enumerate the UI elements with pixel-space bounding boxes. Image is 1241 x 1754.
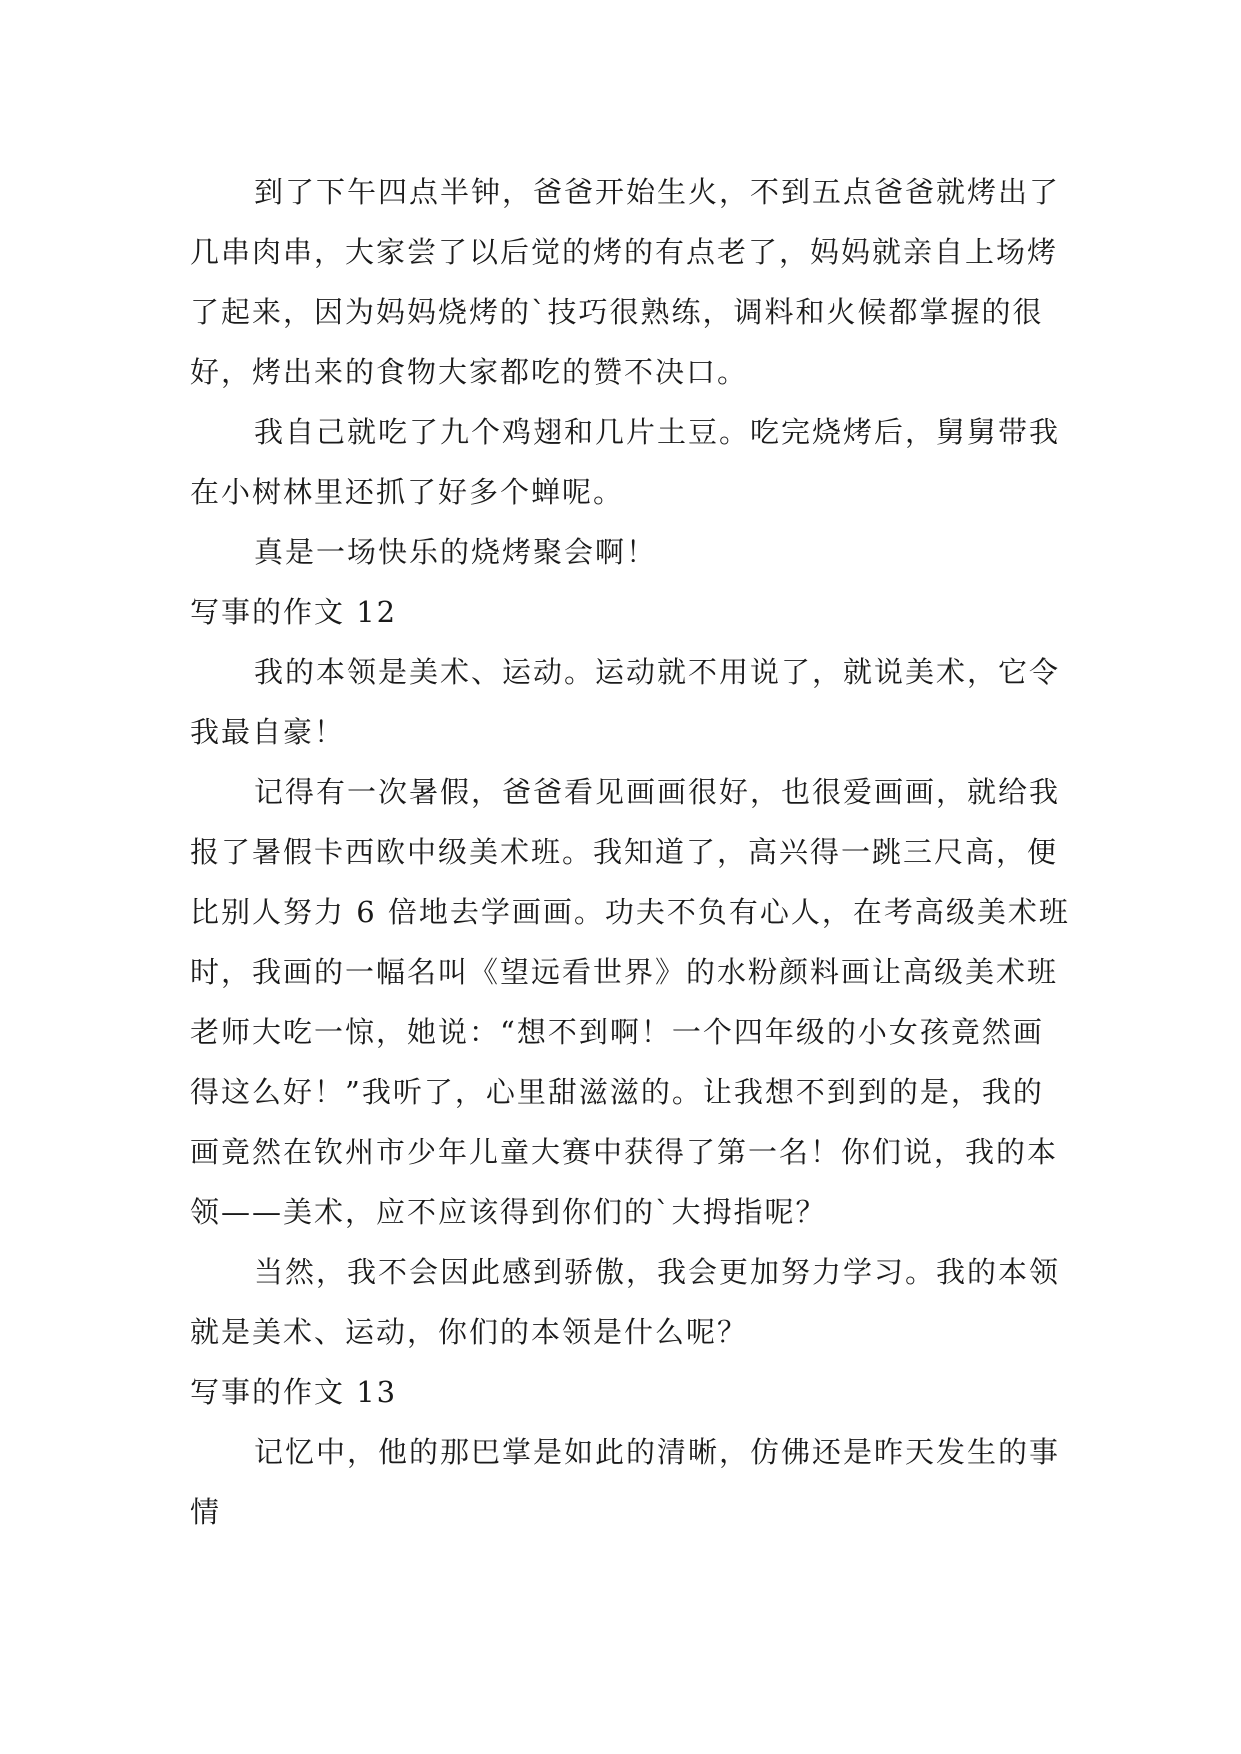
paragraph-happy-party: 真是一场快乐的烧烤聚会啊！: [254, 535, 658, 569]
paragraph-art-class-story: 记得有一次暑假，爸爸看见画画很好，也很爱画画，就给我报了暑假卡西欧中级美术班。我知道了，高兴得一跳三尺高，便比别人努力 6 倍地去学画画。功夫不负有心人，在考高级美术班时，我画的一幅名叫《望远看世界》的水粉颜料画让高级美术班老师大吃一惊，她说：“想不到啊！一个四年级的小女孩竟然画得这么好！”我听了，心里甜滋滋的。让我想不到到的是，我的画竟然在钦州市少年儿童大赛中获得了第一名！你们说，我的本领——美术，应不应该得到你们的`大拇指呢？: [190, 775, 1070, 1229]
paragraph-bbq-fire: 到了下午四点半钟，爸爸开始生火，不到五点爸爸就烤出了几串肉串，大家尝了以后觉的烤的有点老了，妈妈就亲自上场烤了起来，因为妈妈烧烤的`技巧很熟练，调料和火候都掌握的很好，烤出来的食物大家都吃的赞不决口。: [190, 175, 1061, 389]
document-body: [190, 162, 1070, 1542]
essay-heading-12: 写事的作文 12: [190, 595, 398, 629]
paragraph-skills-art-sport: 我的本领是美术、运动。运动就不用说了，就说美术，它令我最自豪！: [190, 655, 1061, 749]
paragraph-memory-slap: 记忆中，他的那巴掌是如此的清晰，仿佛还是昨天发生的事情: [190, 1435, 1061, 1529]
paragraph-not-proud: 当然，我不会因此感到骄傲，我会更加努力学习。我的本领就是美术、运动，你们的本领是什么呢？: [190, 1255, 1061, 1349]
paragraph-chicken-wings: 我自己就吃了九个鸡翅和几片土豆。吃完烧烤后，舅舅带我在小树林里还抓了好多个蝉呢。: [190, 415, 1061, 509]
essay-heading-13: 写事的作文 13: [190, 1375, 398, 1409]
